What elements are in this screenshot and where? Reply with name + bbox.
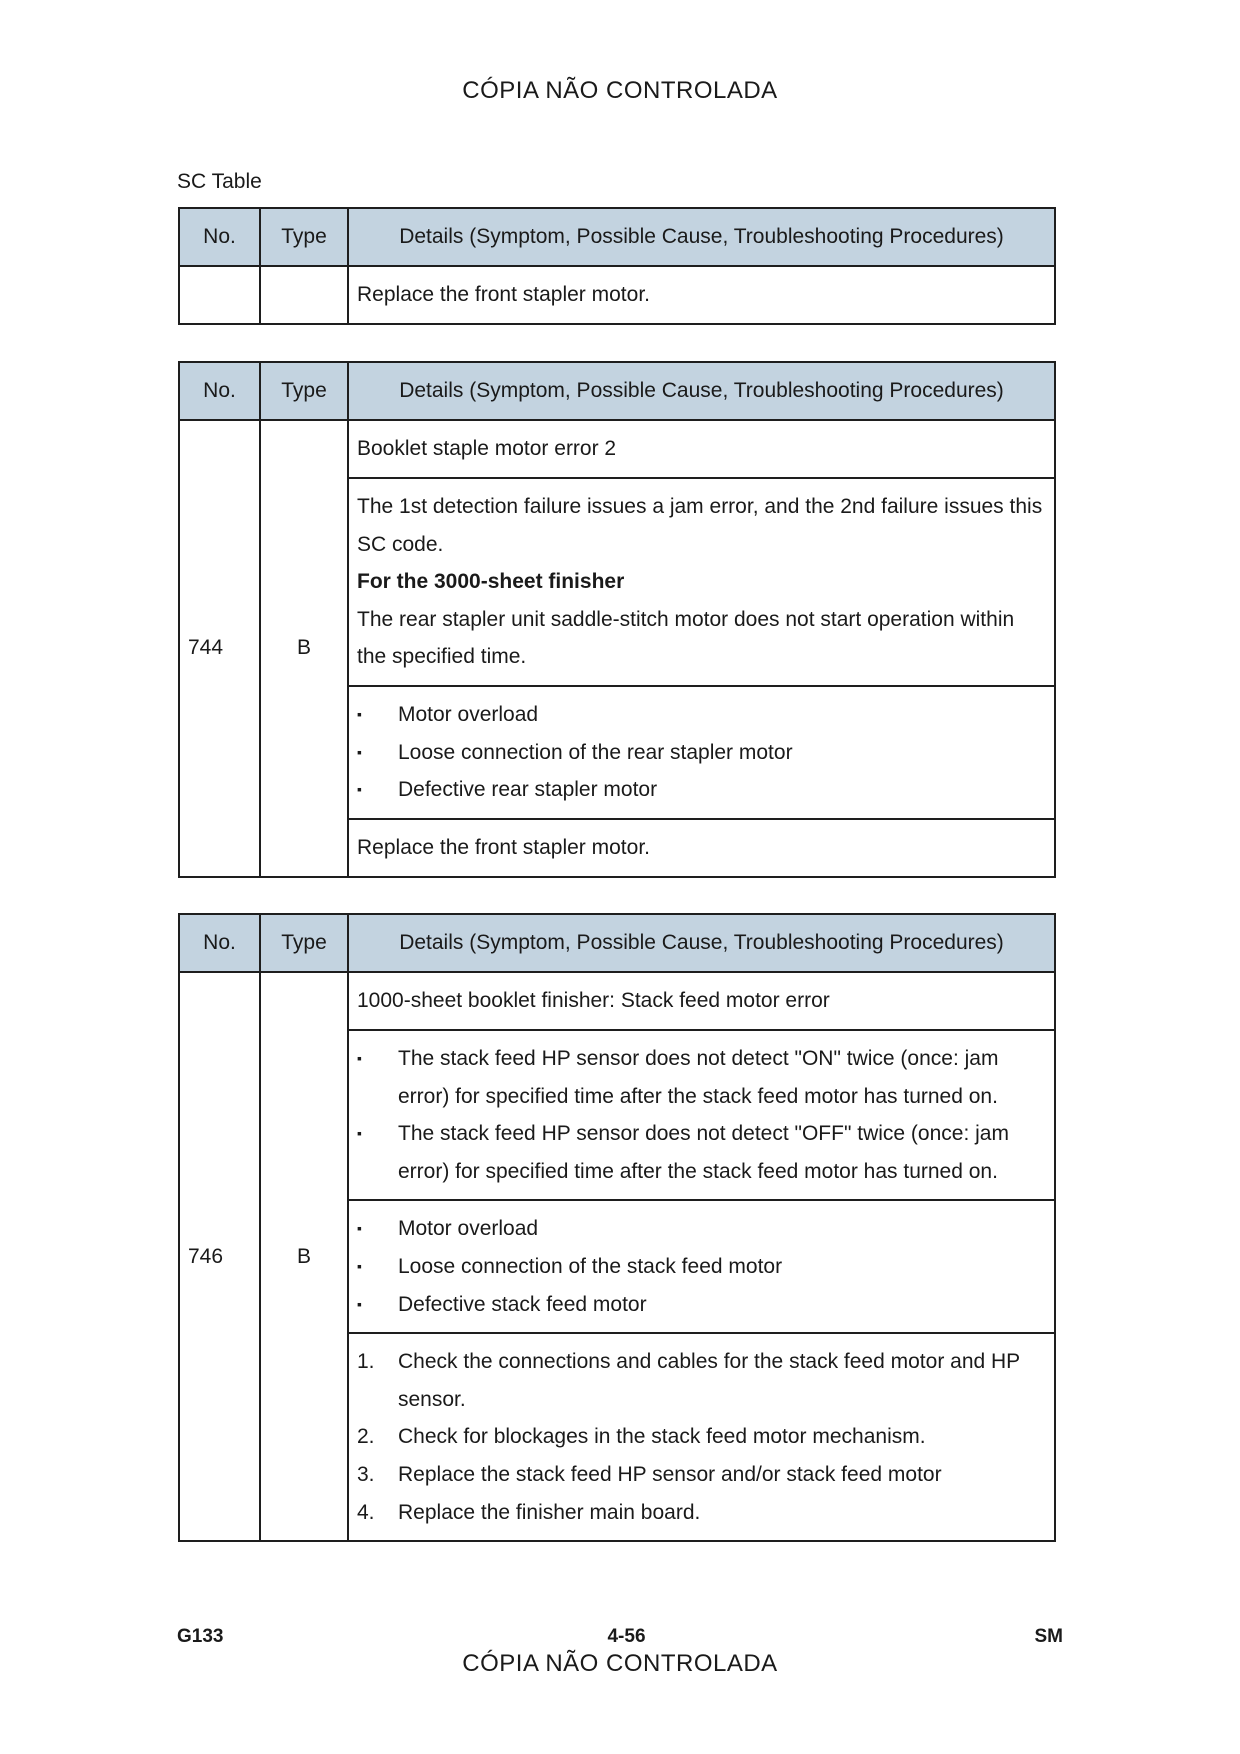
list-item <box>357 1343 1046 1418</box>
section-title: SC Table <box>177 170 262 193</box>
table-row <box>179 266 1055 324</box>
symptom-cell <box>348 478 1055 686</box>
header-details: Details (Symptom, Possible Cause, Troubleshooting Procedures) <box>348 914 1055 972</box>
procedure-cell <box>348 1333 1055 1541</box>
sc-table-746 <box>178 913 1056 1542</box>
list-item <box>357 1494 1046 1532</box>
table-row <box>179 972 1055 1030</box>
watermark-bottom: CÓPIA NÃO CONTROLADA <box>462 1650 778 1677</box>
footer-manual-code: SM <box>1034 1626 1063 1647</box>
sc-table-744 <box>178 361 1056 878</box>
cause-text: Loose connection of the rear stapler motor <box>398 740 793 764</box>
table-header-row <box>179 914 1055 972</box>
step-number: 1. <box>357 1350 375 1374</box>
cause-text: Motor overload <box>398 1217 539 1241</box>
sc-title: Booklet staple motor error 2 <box>348 420 1055 478</box>
header-type: Type <box>260 362 348 420</box>
sc-table-continued <box>178 207 1056 325</box>
sc-number: 746 <box>179 972 260 1541</box>
symptom-subheading: For the 3000-sheet finisher <box>357 570 625 594</box>
remedy-cell: Replace the front stapler motor. <box>348 266 1055 324</box>
step-number: 4. <box>357 1500 375 1524</box>
table-row <box>179 420 1055 478</box>
step-text: Check for blockages in the stack feed motor mechanism. <box>398 1425 926 1449</box>
list-item <box>357 1286 1046 1324</box>
table-header-row <box>179 362 1055 420</box>
remedy-cell: Replace the front stapler motor. <box>348 819 1055 877</box>
list-item <box>357 1040 1046 1115</box>
step-number: 3. <box>357 1462 375 1486</box>
list-item <box>357 1210 1046 1248</box>
sc-type: B <box>260 972 348 1541</box>
list-item <box>357 1115 1046 1190</box>
list-item <box>357 1456 1046 1494</box>
header-details: Details (Symptom, Possible Cause, Troubleshooting Procedures) <box>348 362 1055 420</box>
bullet-icon: ▪ <box>357 743 362 760</box>
step-text: Replace the stack feed HP sensor and/or stack feed motor <box>398 1462 942 1486</box>
symptom-text: The stack feed HP sensor does not detect "OFF" twice (once: jam error) for specified time after the stack feed motor has turned on. <box>398 1122 1009 1183</box>
table-header-row <box>179 208 1055 266</box>
header-no: No. <box>179 208 260 266</box>
step-text: Replace the finisher main board. <box>398 1500 701 1524</box>
sc-type: B <box>260 420 348 877</box>
symptom-cell <box>348 1030 1055 1200</box>
symptom-text: The 1st detection failure issues a jam error, and the 2nd failure issues this SC code. <box>357 495 1043 556</box>
step-text: Check the connections and cables for the stack feed motor and HP sensor. <box>398 1350 1020 1411</box>
list-item <box>357 696 1046 734</box>
causes-cell <box>348 686 1055 819</box>
list-item <box>357 1418 1046 1456</box>
footer-page-number: 4-56 <box>607 1626 646 1647</box>
cause-text: Loose connection of the stack feed motor <box>398 1254 783 1278</box>
bullet-icon: ▪ <box>357 1050 362 1066</box>
bullet-icon: ▪ <box>357 1257 362 1274</box>
header-no: No. <box>179 362 260 420</box>
bullet-icon: ▪ <box>357 1220 362 1237</box>
step-number: 2. <box>357 1425 375 1449</box>
sc-type <box>260 266 348 324</box>
sc-number: 744 <box>179 420 260 877</box>
cause-text: Defective rear stapler motor <box>398 778 658 802</box>
bullet-icon: ▪ <box>357 1295 362 1312</box>
symptom-text: The stack feed HP sensor does not detect "ON" twice (once: jam error) for specified time after the stack feed motor has turned on. <box>398 1047 999 1108</box>
cause-text: Motor overload <box>398 702 539 726</box>
bullet-icon: ▪ <box>357 1125 362 1142</box>
list-item <box>357 1248 1046 1286</box>
header-type: Type <box>260 208 348 266</box>
symptom-text: The rear stapler unit saddle-stitch motor does not start operation within the specified time. <box>357 607 1015 669</box>
header-no: No. <box>179 914 260 972</box>
bullet-icon: ▪ <box>357 781 362 798</box>
sc-number <box>179 266 260 324</box>
header-details: Details (Symptom, Possible Cause, Troubleshooting Procedures) <box>348 208 1055 266</box>
footer-model: G133 <box>177 1626 224 1647</box>
cause-text: Defective stack feed motor <box>398 1292 647 1316</box>
bullet-icon: ▪ <box>357 705 362 722</box>
causes-cell <box>348 1200 1055 1333</box>
list-item <box>357 734 1046 772</box>
watermark-top: CÓPIA NÃO CONTROLADA <box>462 77 778 104</box>
sc-title: 1000-sheet booklet finisher: Stack feed motor error <box>348 972 1055 1030</box>
header-type: Type <box>260 914 348 972</box>
list-item <box>357 771 1046 809</box>
